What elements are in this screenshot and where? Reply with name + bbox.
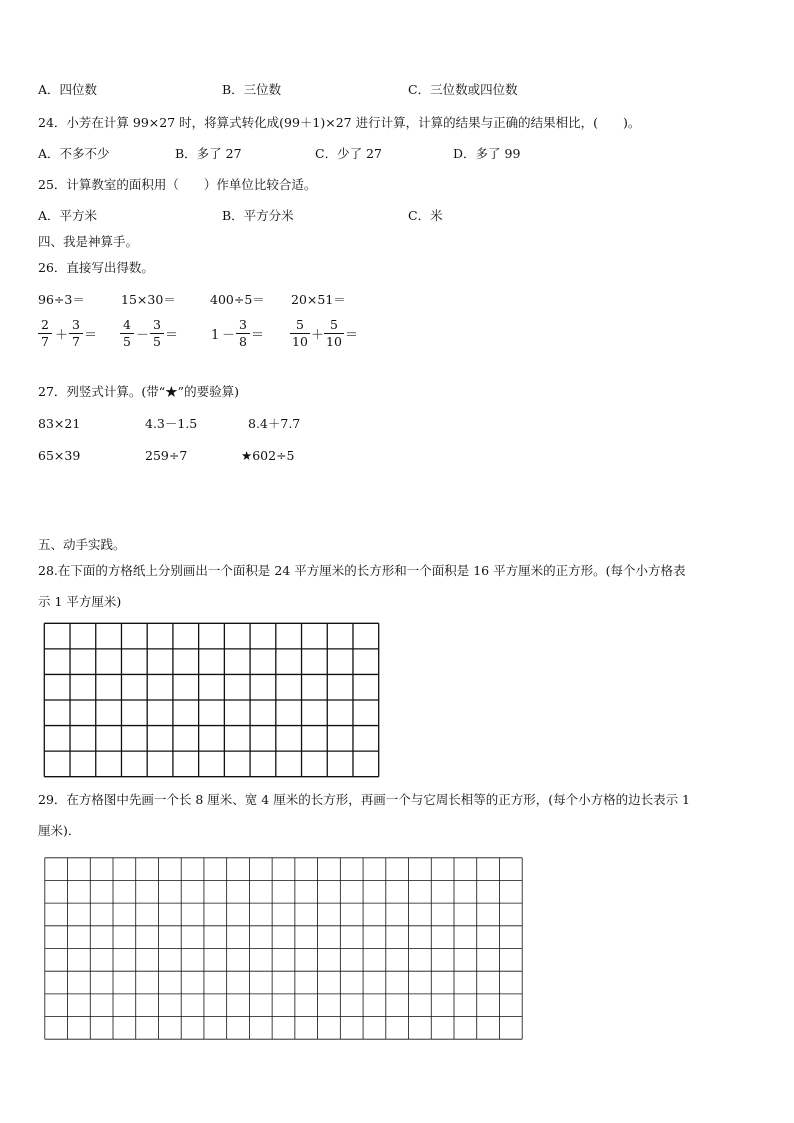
equals-sign: ＝ — [251, 328, 265, 343]
operator: ＋ — [55, 328, 69, 343]
q27-calc-2: 4.3－1.5 — [145, 416, 198, 431]
numerator: 5 — [330, 317, 338, 332]
numerator: 3 — [72, 317, 80, 332]
fraction-f3-b — [236, 318, 250, 349]
square-grid-q29[interactable] — [44, 857, 523, 1040]
q24-option-b: B．多了 27 — [175, 146, 242, 161]
q27-calc-4: 65×39 — [38, 448, 81, 463]
q25-option-a: A．平方米 — [38, 208, 98, 223]
denominator: 5 — [153, 334, 161, 349]
q27-calc-1: 83×21 — [38, 416, 81, 431]
fraction-f1-b — [69, 318, 83, 349]
q26-question: 26．直接写出得数。 — [38, 260, 154, 275]
q26-calc-2: 15×30＝ — [121, 292, 176, 307]
q29-question-line2: 厘米)． — [38, 823, 81, 838]
q27-calc-6: ★602÷5 — [241, 448, 295, 463]
whole-number: 1 — [211, 328, 220, 343]
denominator: 7 — [72, 334, 80, 349]
q28-question-line2: 示 1 平方厘米) — [38, 594, 122, 609]
equals-sign: ＝ — [84, 328, 98, 343]
fraction-f2-b — [150, 318, 164, 349]
q27-question: 27．列竖式计算。(带“★”的要验算) — [38, 384, 239, 399]
q29-question-line1: 29．在方格图中先画一个长 8 厘米、宽 4 厘米的长方形，再画一个与它周长相等的正方形，(每个小方格的边长表示 1 — [38, 792, 691, 807]
equals-sign: ＝ — [165, 328, 179, 343]
operator: － — [136, 328, 150, 343]
q26-calc-3: 400÷5＝ — [210, 292, 265, 307]
q23-option-b: B．三位数 — [222, 82, 282, 97]
square-grid-q28[interactable] — [43, 622, 380, 778]
q27-calc-3: 8.4＋7.7 — [248, 416, 301, 431]
numerator: 4 — [123, 317, 131, 332]
denominator: 10 — [326, 334, 342, 349]
fraction-f1-a — [38, 318, 52, 349]
numerator: 3 — [153, 317, 161, 332]
fraction-f2-a — [120, 318, 134, 349]
fraction-f4-a — [290, 318, 310, 349]
q24-option-c: C．少了 27 — [315, 146, 382, 161]
denominator: 8 — [239, 334, 247, 349]
numerator: 2 — [41, 317, 49, 332]
q26-calc-1: 96÷3＝ — [38, 292, 85, 307]
q25-option-c: C．米 — [408, 208, 443, 223]
q26-calc-4: 20×51＝ — [291, 292, 346, 307]
q25-option-b: B．平方分米 — [222, 208, 294, 223]
q24-option-a: A．不多不少 — [38, 146, 110, 161]
q24-option-d: D．多了 99 — [453, 146, 521, 161]
fraction-f4-b — [324, 318, 344, 349]
q27-calc-5: 259÷7 — [145, 448, 188, 463]
section4-title: 四、我是神算手。 — [38, 234, 139, 249]
q23-option-c: C．三位数或四位数 — [408, 82, 518, 97]
q24-question: 24．小芳在计算 99×27 时，将算式转化成(99＋1)×27 进行计算，计算的结果与正确的结果相比，( )。 — [38, 115, 641, 130]
q25-question: 25．计算教室的面积用（ ）作单位比较合适。 — [38, 177, 317, 192]
denominator: 5 — [123, 334, 131, 349]
operator: － — [222, 328, 236, 343]
numerator: 5 — [296, 317, 304, 332]
q23-option-a: A．四位数 — [38, 82, 98, 97]
denominator: 7 — [41, 334, 49, 349]
numerator: 3 — [239, 317, 247, 332]
operator: ＋ — [311, 328, 325, 343]
q28-question-line1: 28.在下面的方格纸上分别画出一个面积是 24 平方厘米的长方形和一个面积是 16 平方厘米的正方形。(每个小方格表 — [38, 563, 686, 578]
section5-title: 五、动手实践。 — [38, 537, 126, 552]
denominator: 10 — [292, 334, 308, 349]
equals-sign: ＝ — [345, 328, 359, 343]
